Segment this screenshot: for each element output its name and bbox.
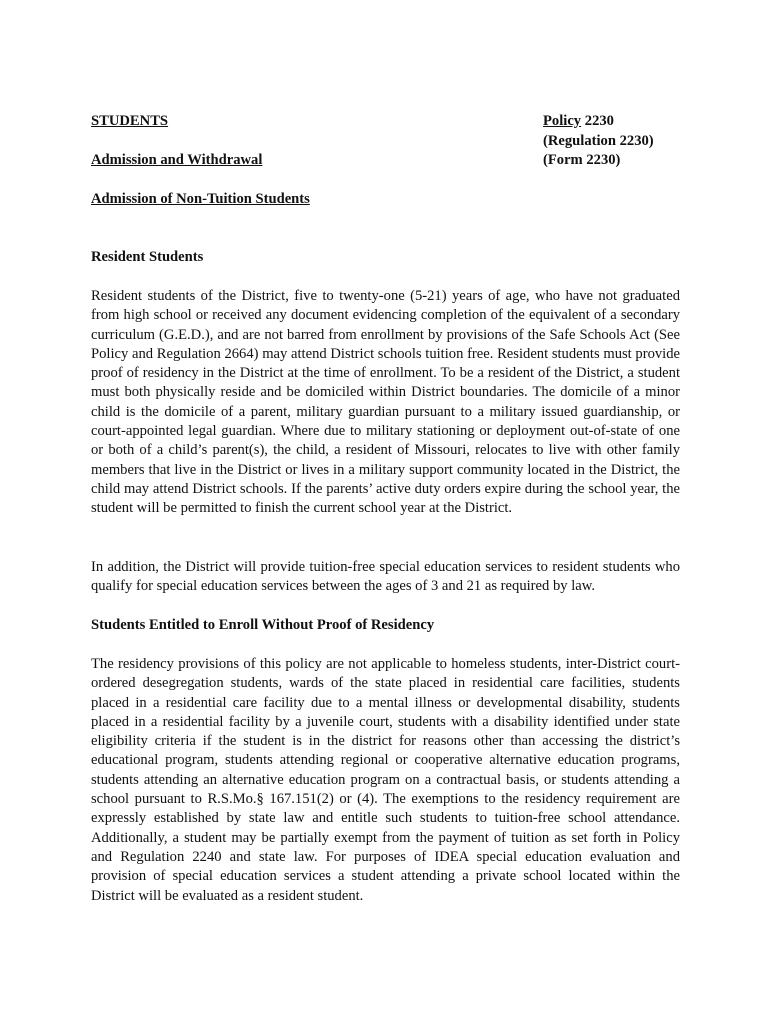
section-title: STUDENTS (91, 113, 169, 129)
policy-reference (543, 112, 614, 131)
subsection-title: Admission and Withdrawal (91, 152, 263, 168)
paragraph-resident-students: Resident students of the District, five to twenty-one (5-21) years of age, who have not graduated from high school or received any document evidencing completion of the equivalent of a secondary curriculum (G.E.D.), and are not barred from enrollment by provisions of the Safe Schools Act (See Policy and Regulation 2664) may attend District schools tuition free. Resident students must provide proof of residency in the District at the time of enrollment. To be a resident of the District, a student must both physically reside and be domiciled within District boundaries. The domicile of a minor child is the domicile of a parent, military guardian pursuant to a military issued guardianship, or court-appointed legal guardian. Where due to military stationing or deployment out-of-state of one or both of a child’s parent(s), the child, a resident of Missouri, relocates to live with other family members that live in the District or lives in a military support community located in the District, the child may attend District schools. If the parents’ active duty orders expire during the school year, the student will be permitted to finish the current school year at the District. (91, 288, 680, 517)
section-heading-resident: Resident Students (91, 249, 204, 265)
topic-title: Admission of Non-Tuition Students (91, 191, 310, 207)
paragraph-special-education: In addition, the District will provide tuition-free special education services to resident students who qualify for special education services between the ages of 3 and 21 as required by law. (91, 559, 680, 595)
form-reference: (Form 2230) (543, 152, 621, 168)
policy-number: 2230 (584, 113, 614, 129)
regulation-reference: (Regulation 2230) (543, 133, 654, 149)
paragraph-exempt-students: The residency provisions of this policy are not applicable to homeless students, inter-District court-ordered desegregation students, wards of the state placed in residential care facilities, students placed in a residential care facility due to a mental illness or developmental disability, students placed in a residential facility by a juvenile court, students with a disability identified under state eligibility criteria if the student is in the district for reasons other than accessing the district’s educational program, students attending regional or cooperative alternative education programs, students attending an alternative education program on a contractual basis, or students attending a school pursuant to R.S.Mo.§ 167.151(2) or (4). The exemptions to the residency requirement are expressly established by state law and entitle such students to tuition-free school attendance. Additionally, a student may be partially exempt from the payment of tuition as set forth in Policy and Regulation 2240 and state law. For purposes of IDEA special education evaluation and provision of special education services a student attending a private school located within the District will be evaluated as a resident student. (91, 656, 680, 904)
section-heading-exempt: Students Entitled to Enroll Without Proof of Residency (91, 617, 435, 633)
policy-label: Policy (543, 113, 582, 129)
